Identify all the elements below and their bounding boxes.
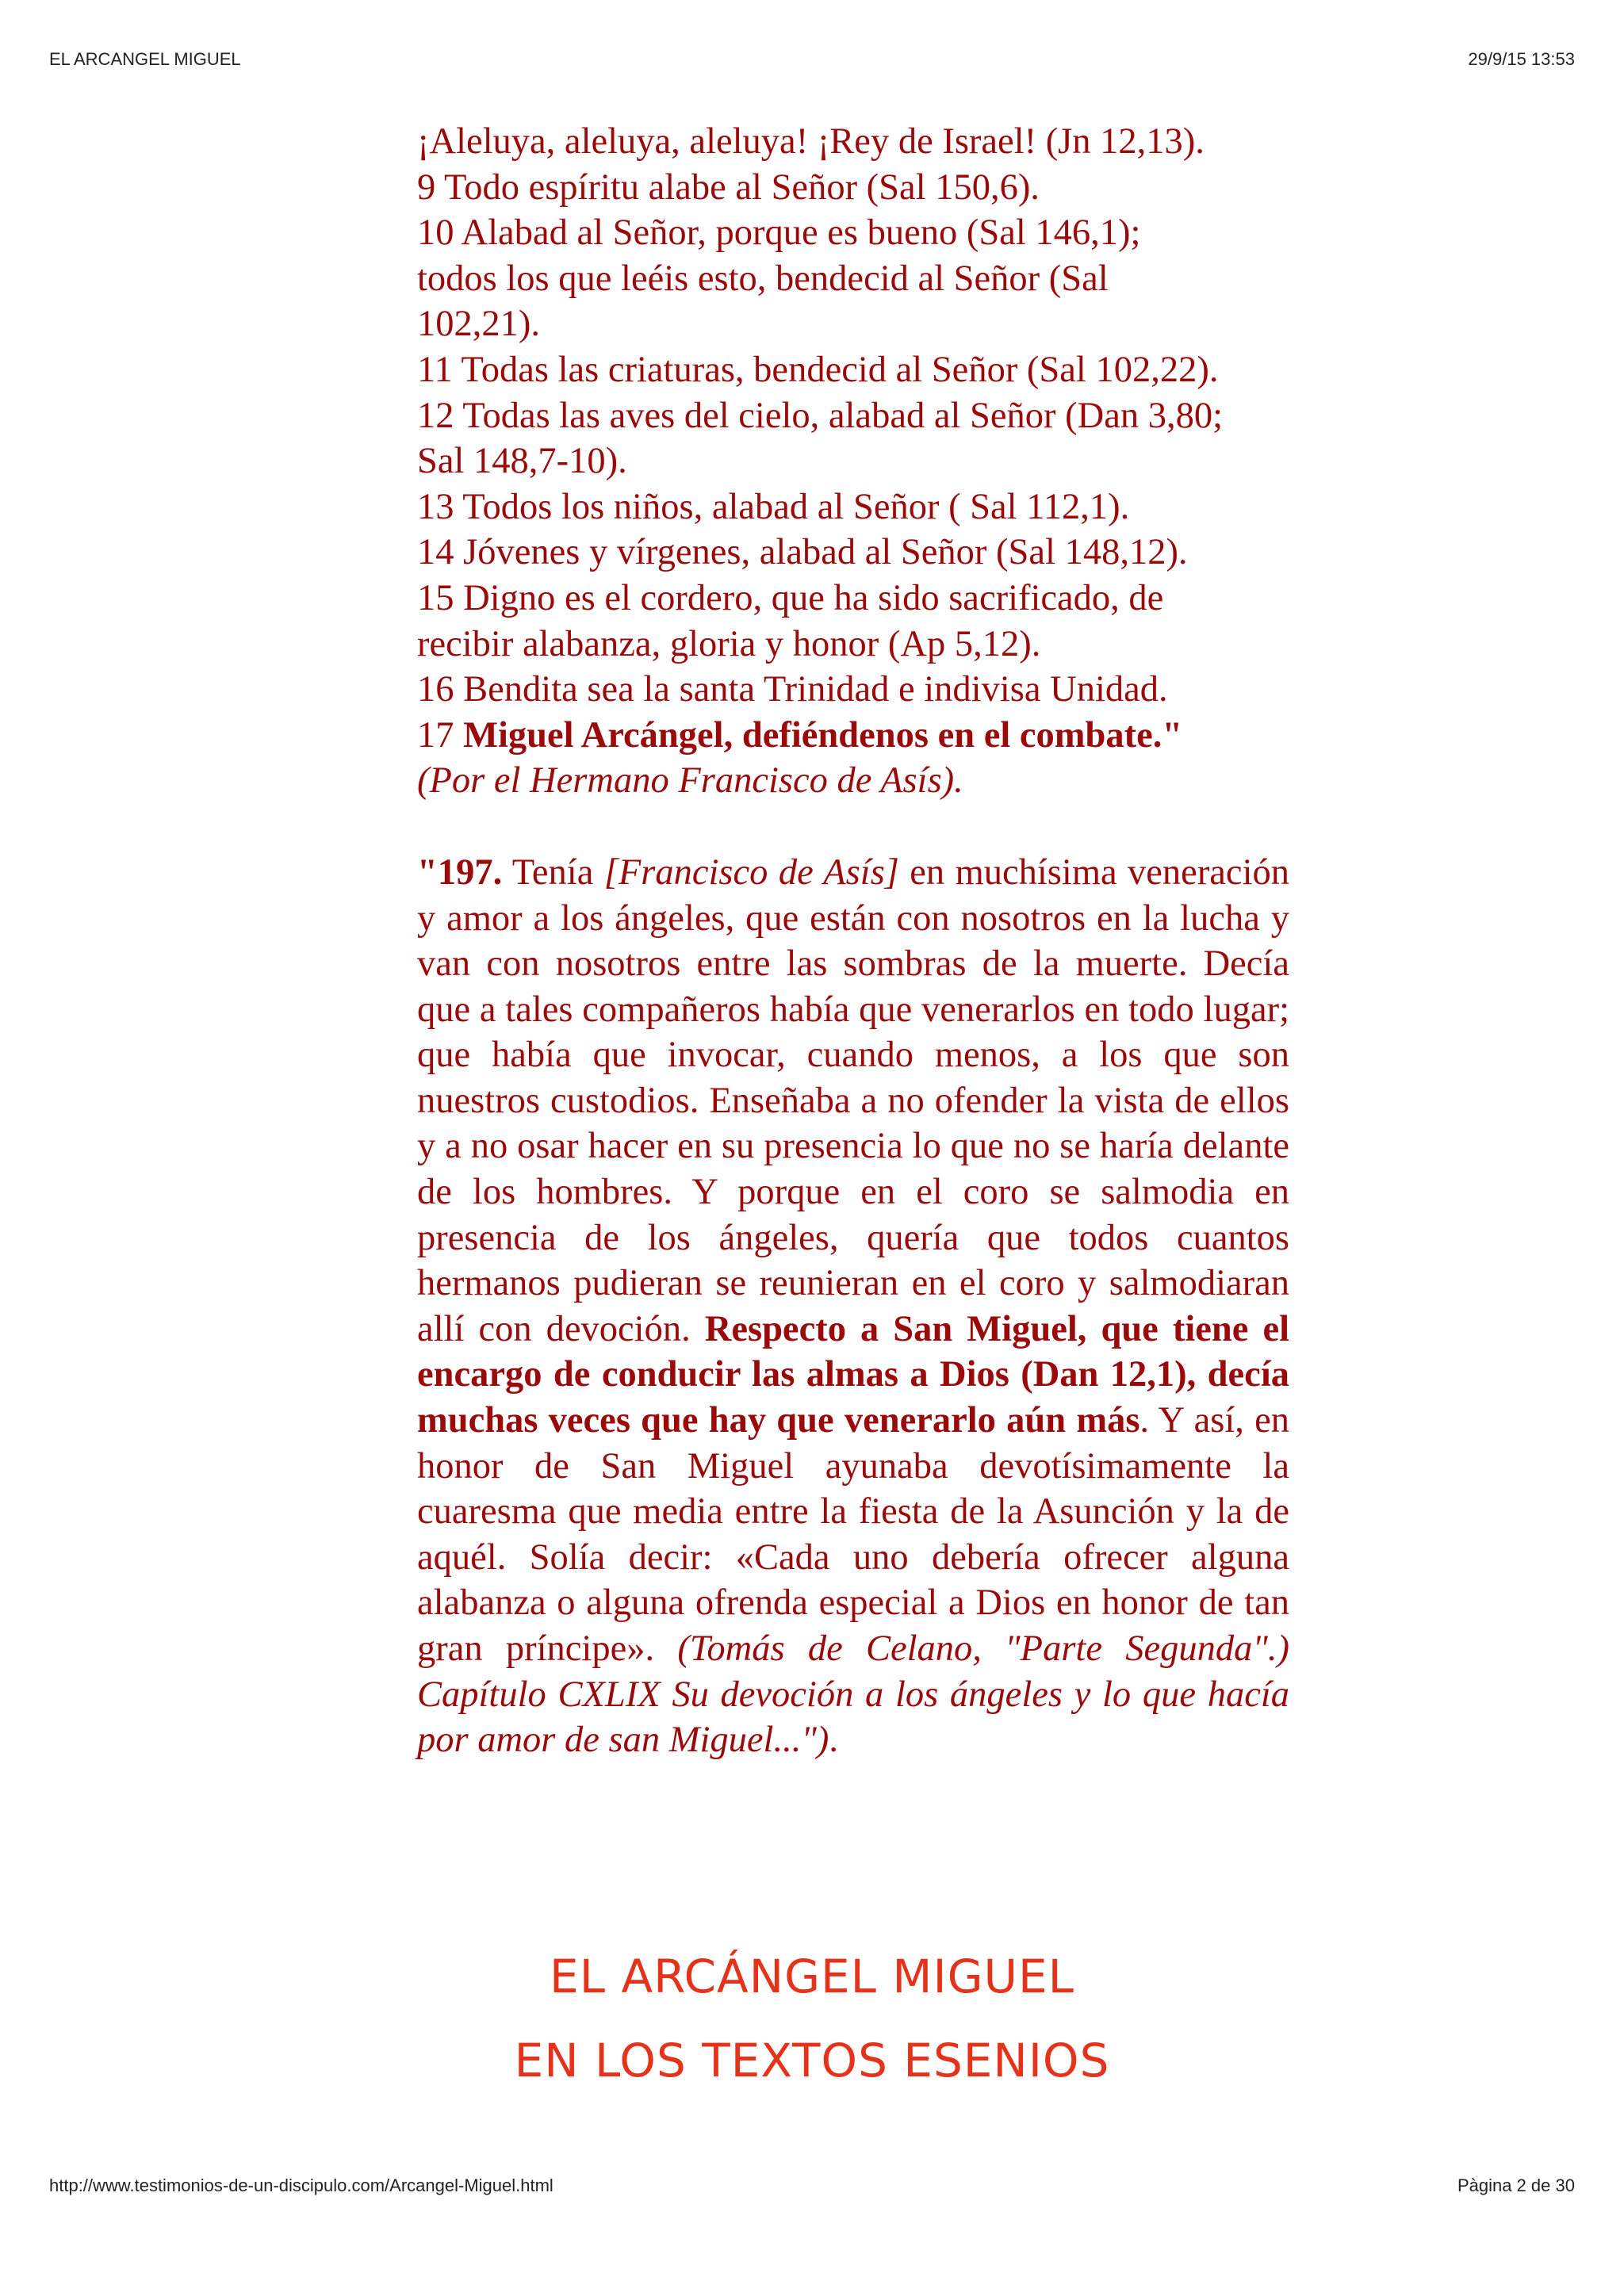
section-title [0,1934,1624,2103]
paragraph-text: en muchísima veneración y amor a los ángeles, que están con nosotros en la lucha y van con nosotros entre las sombras de la muerte. Decía que a tales compañeros había que venerarlos en todo lugar; que había que invocar, cuando menos, a los que son nuestros custodios. Enseñaba a no ofender la vista de ellos y a no osar hacer en su presencia lo que no se haría delante de los hombres. Y porque en el coro se salmodia en presencia de los ángeles, quería que todos cuantos hermanos pudieran se reunieran en el coro y salmodiaran allí con devoción. [417,851,1289,1349]
praise-line-17-number: 17 [417,714,464,756]
print-header-title: EL ARCANGEL MIGUEL [49,49,241,69]
praise-line: 9 Todo espíritu alabe al Señor (Sal 150,6). [417,166,1040,208]
praise-line: 13 Todos los niños, alabad al Señor ( Sal 112,1). [417,486,1130,527]
praise-line: 102,21). [417,304,540,345]
praise-line: 15 Digno es el cordero, que ha sido sacrificado, de [417,577,1164,618]
praise-list [417,119,1289,804]
section-title-line1: EL ARCÁNGEL MIGUEL [550,1950,1074,2003]
print-header-datetime: 29/9/15 13:53 [1468,49,1575,69]
section-title-line2: EN LOS TEXTOS ESENIOS [514,2034,1110,2087]
paragraph-number: "197. [417,851,503,893]
praise-line: 11 Todas las criaturas, bendecid al Señor (Sal 102,22). [417,349,1219,390]
praise-attribution: (Por el Hermano Francisco de Asís). [417,760,963,802]
page-content [417,119,1289,1763]
praise-line: todos los que leéis esto, bendecid al Señor (Sal [417,258,1109,299]
praise-line: ¡Aleluya, aleluya, aleluya! ¡Rey de Israel! (Jn 12,13). [417,121,1205,162]
paragraph-name-italic: [Francisco de Asís] [603,851,899,893]
print-header [49,49,1575,70]
paragraph-text: Tenía [502,851,604,893]
praise-line-17 [417,713,1289,759]
praise-line-17-bold: Miguel Arcángel, defiéndenos en el combate." [463,714,1183,756]
paragraph-bold-text: Respecto a San Miguel, que tiene el encargo de conducir las almas a Dios (Dan 12,1), decía muchas veces que hay que venerarlo aún más [417,1308,1289,1441]
praise-line: 12 Todas las aves del cielo, alabad al Señor (Dan 3,80; [417,395,1224,436]
paragraph-197 [417,850,1289,1763]
print-footer-page: Pàgina 2 de 30 [1457,2175,1575,2195]
praise-line: recibir alabanza, gloria y honor (Ap 5,12). [417,623,1041,664]
paragraph-gap [417,804,1289,850]
print-footer [49,2175,1575,2196]
paragraph-citation: (Tomás de Celano, "Parte Segunda".) Capítulo CXLIX Su devoción a los ángeles y lo que hacía por amor de san Miguel...") [417,1628,1290,1761]
praise-line: 10 Alabad al Señor, porque es bueno (Sal 146,1); [417,212,1141,254]
paragraph-text: . Y así, en honor de San Miguel ayunaba devotísimamente la cuaresma que media entre la fiesta de la Asunción y la de aquél. Solía decir: «Cada uno debería ofrecer alguna alabanza o alguna ofrenda especial a Dios en honor de tan gran príncipe». [417,1400,1289,1669]
praise-line: 16 Bendita sea la santa Trinidad e indivisa Unidad. [417,669,1168,710]
print-footer-url: http://www.testimonios-de-un-discipulo.com/Arcangel-Miguel.html [49,2175,553,2195]
praise-line: 14 Jóvenes y vírgenes, alabad al Señor (Sal 148,12). [417,532,1188,573]
praise-line: Sal 148,7-10). [417,441,627,482]
paragraph-end: . [829,1720,838,1761]
